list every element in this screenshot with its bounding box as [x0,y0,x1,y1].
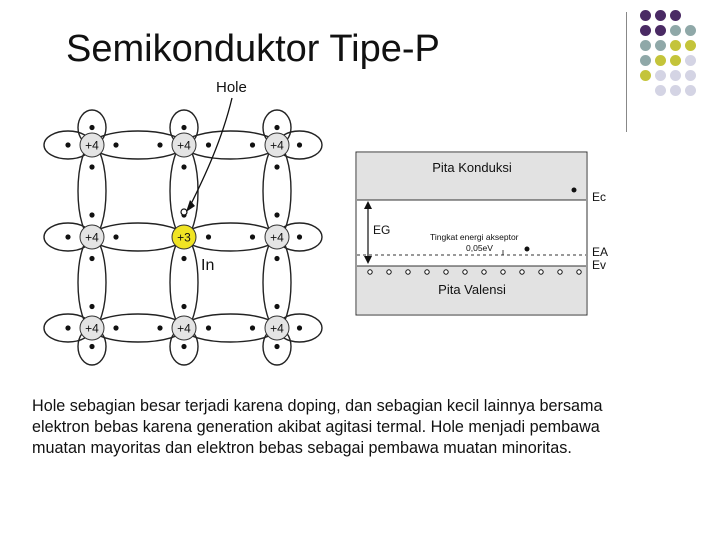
ec-label: Ec [592,190,607,204]
conduction-band-label: Pita Konduksi [432,160,512,175]
ev-label: Ev [592,258,607,272]
electron [572,188,577,193]
electron [274,344,279,349]
hole-marker [463,270,467,274]
atom-charge-label: +4 [177,321,191,336]
slide-title: Semikonduktor Tipe-P [66,28,440,70]
atom-charge-label: +4 [85,230,99,245]
atom-charge-label: +4 [177,138,191,153]
electron [525,247,530,252]
hole-marker [368,270,372,274]
hole-marker [387,270,391,274]
hole-marker [520,270,524,274]
ea-label: EA [592,245,609,259]
atom-charge-label: +4 [85,138,99,153]
acceptor-level-label: Tingkat energi akseptor [430,232,519,242]
hole-marker [558,270,562,274]
acceptor-energy-value: 0,05eV [466,243,493,253]
dopant-label: In [201,257,215,274]
atom-charge-label: +4 [270,321,284,336]
atom-charge-label: +4 [270,230,284,245]
hole-marker [406,270,410,274]
atom-charge-label: +4 [85,321,99,336]
electron [181,344,186,349]
hole-marker [444,270,448,274]
hole-marker [539,270,543,274]
atom-charge-label: +4 [270,138,284,153]
atom-charge-label: +3 [177,230,191,245]
hole-marker [482,270,486,274]
valence-band-label: Pita Valensi [438,282,506,297]
hole-label: Hole [216,79,247,96]
hole-marker [577,270,581,274]
electron [89,344,94,349]
energy-gap-label: EG [373,223,391,237]
explanation-paragraph: Hole sebagian besar terjadi karena doping, dan sebagian kecil lainnya bersama elektron bebas karena generation akibat agitasi termal. Hole menjadi pembawa muatan mayoritas dan elektron bebas sebagai pembawa muatan minoritas. [32,397,603,457]
hole-marker [501,270,505,274]
hole-marker [425,270,429,274]
